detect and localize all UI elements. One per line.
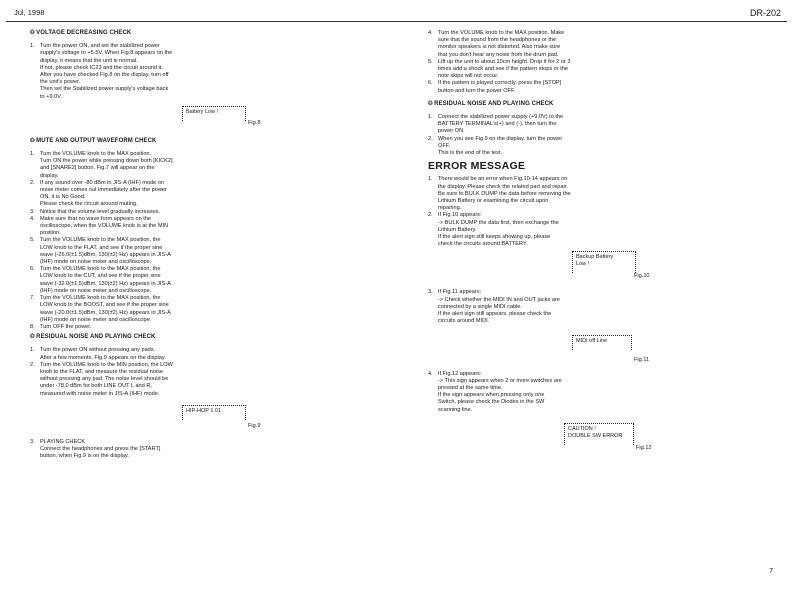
item-line: Turn the VOLUME knob to the MAX position, the <box>40 237 161 244</box>
item-number: 3. <box>428 289 433 296</box>
header-date: Jul, 1998 <box>14 8 45 17</box>
item-line: button and turn the power OFF. <box>438 87 516 94</box>
list-continued <box>428 30 763 95</box>
item-line: note skips will not occur. <box>438 73 499 80</box>
item-line: ON, it is No Good. <box>40 194 86 201</box>
item-line: Connect the headphones and press the [START] <box>40 445 161 452</box>
list-item <box>30 237 226 266</box>
item-number: 2. <box>30 361 35 368</box>
item-line: connected by a single MIDI cable. <box>438 303 522 310</box>
list-residual-1b <box>30 439 400 461</box>
item-line: and [SNARE2] button. Fig.7 will appear on the <box>40 165 155 172</box>
item-line: sure that the sound from the headphones or the <box>438 37 557 44</box>
item-line: position. <box>40 230 61 237</box>
lcd-display-fig9 <box>182 405 246 420</box>
item-line: Turn the VOLUME knob to the MAX position, the <box>40 266 161 273</box>
list-item <box>30 215 226 238</box>
item-line: (IHF) mode on noise meter and oscilloscope. <box>40 287 152 294</box>
item-number: 1. <box>428 114 433 121</box>
item-line: the unit's power. <box>40 79 81 86</box>
item-line: Notice that the volume level gradually increases. <box>40 208 161 215</box>
section-title-voltage: ❂VOLTAGE DECREASING CHECK <box>30 30 132 36</box>
left-column <box>30 30 400 460</box>
item-number: 1. <box>428 176 433 183</box>
section-title-residual-2: ❂RESIDUAL NOISE AND PLAYING CHECK <box>428 100 554 107</box>
figure-12 <box>428 417 763 453</box>
item-line: repairing. <box>438 205 462 212</box>
item-line: If the pattern is played correctly, press the [STOP] <box>438 80 562 87</box>
item-line: without pressing any pad. The noise level should be <box>40 376 169 383</box>
item-line: under -78.0 dBm for both LINE OUT L and R, <box>40 383 152 390</box>
item-number: 5. <box>428 58 433 65</box>
section-title-residual-1: ❂RESIDUAL NOISE AND PLAYING CHECK <box>30 334 156 341</box>
item-line: -> BULK DUMP the data first, then exchange the <box>438 219 559 226</box>
item-number: 3. <box>30 208 35 215</box>
lcd-display-fig11 <box>572 335 632 350</box>
page-number: 7 <box>769 568 773 575</box>
figure-label: Fig.11 <box>634 356 650 363</box>
item-line: wave (-32.0(±1.5)dBm, 130(±2) Hz) appears in JIS-A <box>40 280 171 287</box>
list-error <box>428 176 763 248</box>
item-number: 5. <box>30 237 35 244</box>
item-number: 1. <box>30 151 35 158</box>
item-line: Turn the VOLUME knob to the MAX position. Make <box>438 30 565 36</box>
item-line: power ON. <box>438 128 465 135</box>
list-residual-2 <box>428 114 763 157</box>
item-number: 3. <box>30 438 35 445</box>
item-line: measured with noise meter in JIS-A (IHF) mode. <box>40 390 160 397</box>
item-line: Lithium Battery or examining the circuit upon <box>438 198 549 205</box>
item-line: There would be an error when Fig.10-14 appears on <box>438 176 568 183</box>
list-item <box>30 208 226 216</box>
lcd-display-fig12 <box>564 423 634 445</box>
lcd-display-fig10 <box>572 251 636 273</box>
list-item <box>428 212 622 248</box>
item-line: Connect the stabilized power supply (+9.0V) to the <box>438 114 564 121</box>
item-line: Lift up the unit to about 10cm height. Drop it for 2 or 3 <box>438 58 571 65</box>
item-line: Turn ON the power while pressing down both [KICK2] <box>40 158 173 165</box>
list-mute <box>30 151 400 331</box>
item-line: BATTERY TERMINAL's(+) and (-), then turn the <box>438 121 557 128</box>
list-voltage <box>30 43 400 101</box>
item-line: pressed at the same time. <box>438 384 503 391</box>
list-item <box>30 43 226 101</box>
item-line: If the sign appears when pressing only one <box>438 392 545 399</box>
item-line: knob to the FLAT, and measure the residual noise <box>40 368 164 375</box>
list-residual-1 <box>30 347 400 397</box>
list-error-4 <box>428 371 763 414</box>
lcd-line: HIP-HOP 1 01 <box>186 407 222 414</box>
item-line: LOW knob to the CUT, and see if the proper sine <box>40 273 161 280</box>
header-rule <box>6 21 787 22</box>
item-line: This is the end of the test. <box>438 150 503 157</box>
item-number: 2. <box>428 212 433 219</box>
item-number: 4. <box>428 30 433 36</box>
figure-8 <box>30 104 400 134</box>
item-line: -> Check whether the MIDI IN and OUT jacks are <box>438 296 560 303</box>
item-line: (IHF) mode on noise meter and oscilloscope. <box>40 259 152 266</box>
item-line: If Fig.11 appears: <box>438 289 482 296</box>
item-line: display. <box>40 172 59 179</box>
item-line: Please check the circuit around muting. <box>40 201 138 208</box>
item-line: After you have checked Fig.8 on the display, turn off <box>40 72 169 79</box>
item-line: Then set the Stabilized power supply's voltage back <box>40 86 169 93</box>
item-line: Turn the power ON, and set the stabilized power <box>40 43 160 50</box>
item-line: that you don't hear any noise from the drum pad. <box>438 51 559 58</box>
item-line: circuits around MIDI. <box>438 318 490 325</box>
item-line: scanning line. <box>438 406 473 413</box>
list-item <box>428 114 622 136</box>
item-line: Be sure to BULK DUMP the data before removing the <box>438 190 571 197</box>
item-line: check the circuits around BATTERY. <box>438 241 528 248</box>
item-line: LOW knob to the BOOST, and see if the proper sine <box>40 302 169 309</box>
list-item <box>30 266 226 295</box>
item-line: (IHF) mode on noise meter and oscilloscope. <box>40 316 152 323</box>
bullet-icon: ❂ <box>30 334 36 341</box>
lcd-line: DOUBLE SW ERROR <box>568 432 623 439</box>
bullet-icon: ❂ <box>30 137 36 144</box>
list-item <box>30 347 226 361</box>
item-line: times add a shock and see if the pattern stops or the <box>438 66 568 73</box>
item-line: Turn OFF the power. <box>40 323 92 330</box>
list-item <box>30 438 226 461</box>
list-item <box>30 151 226 180</box>
item-line: PLAYING CHECK <box>40 438 85 445</box>
item-line: wave (-20.0(±1.5)dBm, 130(±2) Hz) appears in JIS-A <box>40 309 171 316</box>
list-error-3 <box>428 289 763 325</box>
item-number: 4. <box>30 215 35 222</box>
lcd-line: Battery Low ! <box>186 108 219 115</box>
lcd-line: MIDI off Line <box>576 337 608 344</box>
list-item <box>30 323 226 331</box>
item-line: display, it means that the unit is normal. <box>40 57 138 64</box>
item-line: Switch, please check the Diodes in the SW <box>438 399 545 406</box>
list-item <box>428 30 622 59</box>
bullet-icon: ❂ <box>428 100 434 107</box>
item-line: supply's voltage to +5.5V. When Fig.8 appears on the <box>40 50 173 57</box>
item-number: 1. <box>30 43 35 50</box>
section-title-error: ERROR MESSAGE <box>428 160 526 173</box>
item-line: Turn the VOLUME knob to the MAX position. <box>40 151 152 158</box>
item-line: -> This sign appears when 2 or more switches are <box>438 377 562 384</box>
lcd-line: Backup Battery <box>576 254 614 261</box>
item-number: 8. <box>30 323 35 330</box>
item-line: Turn the power ON without pressing any pads. <box>40 347 156 354</box>
list-item <box>428 370 622 414</box>
lcd-line: CAUTION ! <box>568 425 596 432</box>
item-line: If the alert sign still keeps showing up, please <box>438 234 551 241</box>
figure-9 <box>30 401 400 435</box>
item-number: 6. <box>30 266 35 273</box>
header-model: DR-202 <box>749 8 781 18</box>
list-item <box>428 58 622 81</box>
list-item <box>428 176 622 212</box>
item-line: OFF. <box>438 142 451 149</box>
item-line: Lithium Battery. <box>438 226 477 233</box>
section-title-mute: ❂MUTE AND OUTPUT WAVEFORM CHECK <box>30 137 157 144</box>
figure-11 <box>428 329 763 367</box>
item-number: 7. <box>30 295 35 302</box>
figure-label: Fig.10 <box>634 273 650 280</box>
item-line: button, when Fig.9 is on the display. <box>40 453 129 460</box>
item-line: to +9.0V. <box>40 93 63 100</box>
item-line: oscilloscope, when the VOLUME knob is at the MIN <box>40 223 169 230</box>
figure-label: Fig.9 <box>248 422 261 429</box>
item-number: 2. <box>428 135 433 142</box>
item-line: Turn the VOLUME knob to the MAX position, the <box>40 295 161 302</box>
list-item <box>428 80 622 94</box>
figure-10 <box>428 251 763 285</box>
figure-label: Fig.12 <box>636 444 652 451</box>
item-line: If not, please check IC23 and the circuit around it. <box>40 64 163 71</box>
item-line: wave (-26.0(±1.5)dBm, 130(±2) Hz) appears in JIS-A <box>40 251 171 258</box>
lcd-line: Low ! <box>576 261 590 268</box>
list-item <box>30 295 226 324</box>
list-item <box>30 179 226 209</box>
list-item <box>30 361 226 398</box>
item-line: After a few moments, Fig.9 appears on the display. <box>40 354 166 361</box>
item-number: 6. <box>428 80 433 87</box>
item-line: Make sure that no wave form appears on the <box>40 215 152 222</box>
item-line: noise meter comes out immediately after the power <box>40 187 167 194</box>
list-item <box>428 289 622 325</box>
list-item <box>428 135 622 158</box>
item-line: If Fig.10 appears: <box>438 212 482 219</box>
item-line: Turn the VOLUME knob to the MIN position, the LOW <box>40 361 173 368</box>
item-line: If the alert sign still appears, please check the <box>438 311 552 318</box>
item-number: 2. <box>30 179 35 186</box>
item-line: the display. Please check the related part and repair. <box>438 183 568 190</box>
item-number: 1. <box>30 347 35 354</box>
item-line: If any sound over -80 dBm in JIS-A (IHF) mode on <box>40 179 165 186</box>
lcd-display-fig8 <box>182 106 246 121</box>
right-column <box>428 30 763 457</box>
item-number: 4. <box>428 370 433 377</box>
item-line: monitor speakers is not distorted. Also make sure <box>438 44 561 51</box>
bullet-icon: ❂ <box>30 30 36 36</box>
item-line: When you see Fig.9 on the display, turn the power <box>438 135 563 142</box>
item-line: If Fig.12 appears: <box>438 370 482 377</box>
item-line: LOW knob to the FLAT, and see if the proper sine <box>40 244 163 251</box>
figure-label: Fig.8 <box>248 119 261 126</box>
